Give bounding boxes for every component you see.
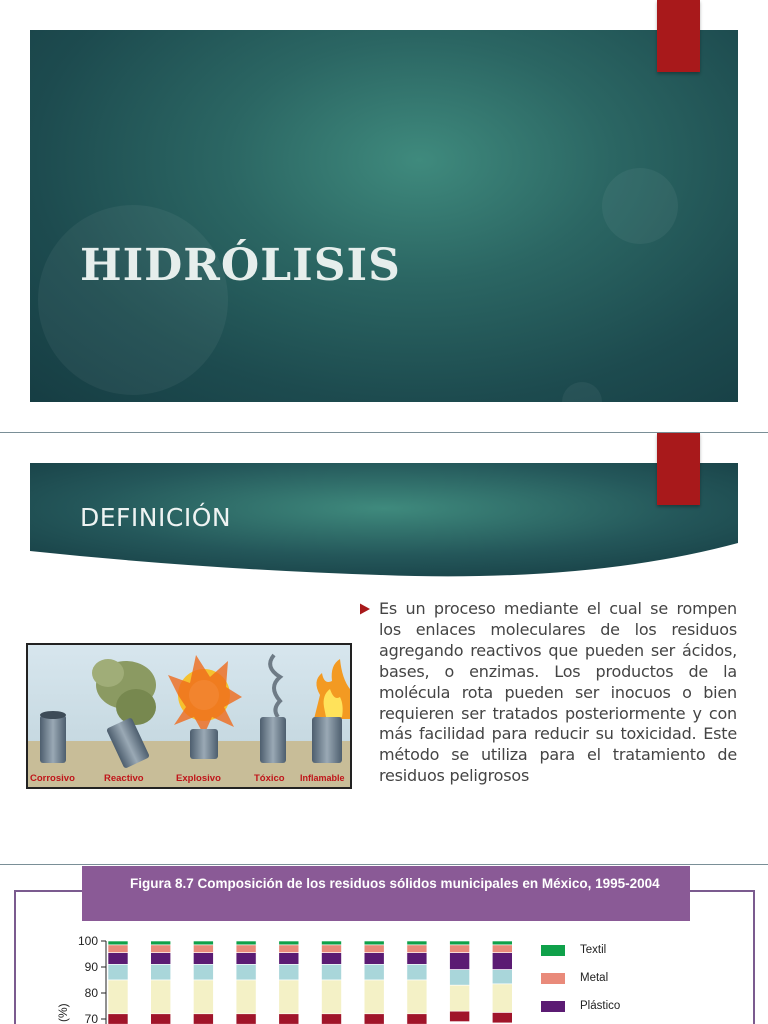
bar-segment: [492, 953, 512, 970]
legend-label: Metal: [580, 972, 609, 984]
slide-title: HIDRÓLISIS: [80, 240, 401, 291]
bar-segment: [322, 945, 342, 953]
bar-segment: [450, 970, 470, 986]
hazard-label: Inflamable: [300, 773, 345, 783]
bar-segment: [407, 945, 427, 953]
bar-segment: [108, 953, 128, 965]
bar-segment: [407, 953, 427, 965]
hazard-label: Corrosivo: [30, 773, 75, 784]
bar-segment: [279, 980, 299, 1014]
bar-segment: [407, 980, 427, 1014]
legend-item-plastico: [541, 999, 620, 1013]
slide-separator: [0, 864, 768, 865]
bar-segment: [151, 945, 171, 953]
bar-segment: [364, 941, 384, 945]
bar-segment: [364, 964, 384, 980]
ribbon-bookmark: [657, 433, 700, 505]
legend-item-metal: [541, 971, 608, 985]
definition-banner: [30, 463, 738, 578]
legend-swatch: [541, 973, 565, 984]
bar-segment: [450, 945, 470, 953]
bar-segment: [407, 964, 427, 980]
definition-text: Es un proceso mediante el cual se rompen los enlaces moleculares de los residuos agregando reactivos que pueden ser ácidos, bases, o enzimas. Los productos de la molécula rota pueden ser inocuos o bien requieren ser tratados posteriormente y con más facilidad para reducir su toxicidad. Este método se utiliza para el tratamiento de residuos peligrosos: [379, 599, 737, 786]
bar-segment: [492, 945, 512, 953]
bar-segment: [236, 941, 256, 945]
bar-segment: [108, 980, 128, 1014]
bar-segment: [151, 964, 171, 980]
bar-segment: [322, 941, 342, 945]
figure-title: Figura 8.7 Composición de los residuos sólidos municipales en México, 1995-2004: [130, 876, 660, 891]
bokeh-circle: [562, 382, 602, 402]
legend-label: Plástico: [580, 1000, 621, 1012]
bar-segment: [236, 964, 256, 980]
stacked-bar-chart: [50, 930, 530, 1024]
legend-label: Textil: [580, 944, 607, 956]
bar-segment: [236, 1014, 256, 1024]
bar-segment: [492, 984, 512, 1013]
bar-segment: [492, 970, 512, 984]
y-tick-label: 70: [84, 1012, 98, 1024]
figure-header: [82, 866, 690, 921]
bokeh-circle: [38, 205, 228, 395]
bokeh-circle: [602, 168, 678, 244]
bar-segment: [108, 941, 128, 945]
bar-segment: [279, 964, 299, 980]
bar-segment: [492, 1013, 512, 1023]
bar-segment: [108, 1014, 128, 1024]
bar-segment: [364, 1014, 384, 1024]
bar-segment: [407, 941, 427, 945]
bar-segment: [151, 980, 171, 1014]
y-tick-label: 80: [84, 986, 98, 1000]
legend-swatch: [541, 1001, 565, 1012]
bar-segment: [279, 1014, 299, 1024]
bar-segment: [450, 941, 470, 945]
bar-segment: [151, 941, 171, 945]
bar-segment: [236, 980, 256, 1014]
bar-segment: [322, 1014, 342, 1024]
bar-segment: [407, 1014, 427, 1024]
ribbon-bookmark: [657, 0, 700, 72]
hazard-label: Tóxico: [254, 773, 285, 784]
slide-separator: [0, 432, 768, 433]
bar-segment: [364, 945, 384, 953]
bar-segment: [322, 964, 342, 980]
bar-segment: [279, 941, 299, 945]
bar-segment: [450, 985, 470, 1011]
bar-segment: [193, 980, 213, 1014]
y-axis-label: (%): [56, 1003, 70, 1022]
y-tick-label: 90: [84, 960, 98, 974]
bar-segment: [193, 1014, 213, 1024]
bar-segment: [193, 953, 213, 965]
bar-segment: [236, 953, 256, 965]
bar-segment: [279, 945, 299, 953]
bar-segment: [279, 953, 299, 965]
hazard-label: Explosivo: [176, 773, 221, 784]
bar-segment: [236, 945, 256, 953]
y-tick-label: 100: [77, 934, 98, 948]
bar-segment: [364, 980, 384, 1014]
bar-segment: [450, 953, 470, 970]
legend-swatch: [541, 945, 565, 956]
title-slide: [30, 30, 738, 402]
triangle-bullet-icon: [359, 603, 371, 615]
bar-segment: [151, 1014, 171, 1024]
bar-segment: [108, 964, 128, 980]
legend-item-textil: [541, 943, 606, 957]
bar-segment: [322, 953, 342, 965]
bar-segment: [492, 941, 512, 945]
bar-segment: [193, 945, 213, 953]
section-title: DEFINICIÓN: [80, 503, 232, 532]
bar-segment: [151, 953, 171, 965]
bar-segment: [108, 945, 128, 953]
bar-segment: [193, 964, 213, 980]
hazard-illustration: [26, 643, 352, 789]
bar-segment: [450, 1011, 470, 1021]
bar-segment: [364, 953, 384, 965]
hazard-label: Reactivo: [104, 773, 144, 784]
bar-segment: [322, 980, 342, 1014]
bar-segment: [193, 941, 213, 945]
